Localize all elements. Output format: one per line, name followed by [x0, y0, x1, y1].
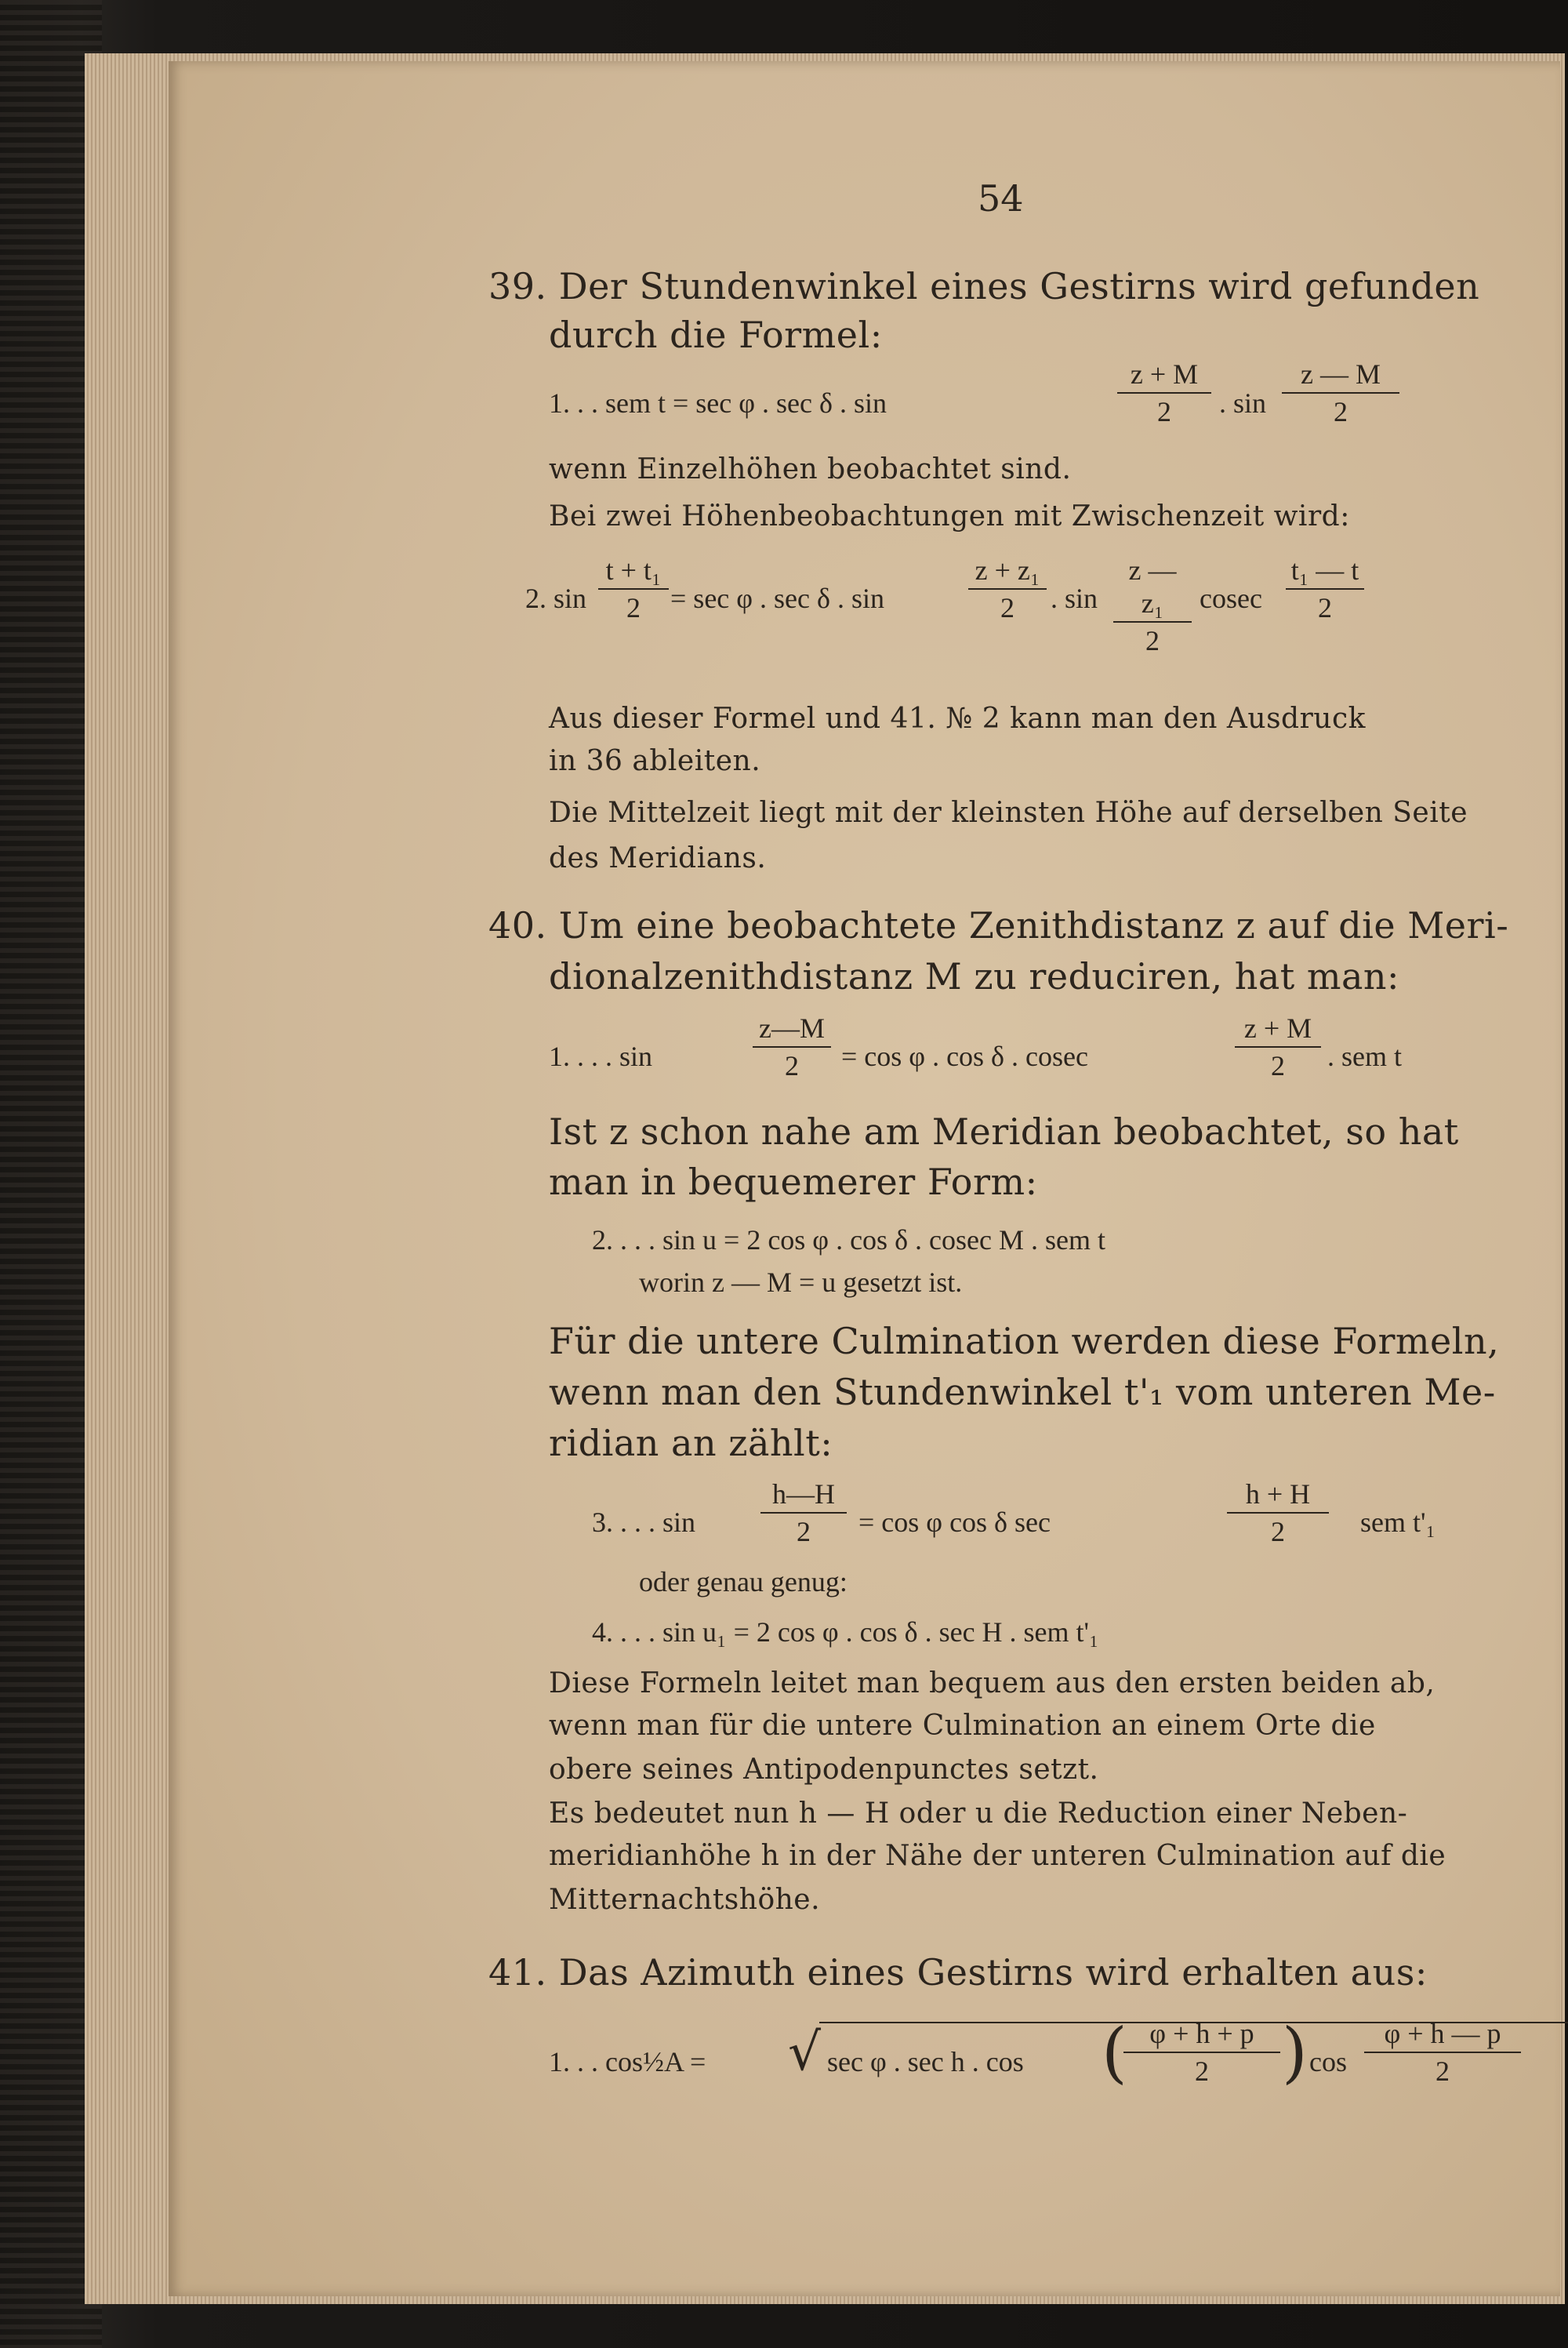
s39-f2-num1: t + t₁ — [605, 554, 662, 586]
s40-formula1-mid: = cos φ . cos δ . cosec — [841, 1041, 1088, 1072]
s41-formula1-frac1 — [1123, 2017, 1280, 2088]
s39-formula1-left: 1. . . sem t = sec φ . sec δ . sin — [549, 387, 887, 419]
s40-formula3-label: 3. . . . sin — [592, 1507, 696, 1538]
s39-formula2-frac1 — [598, 554, 669, 624]
s41-f1-num1: φ + h + p — [1149, 2018, 1254, 2049]
s40-f1-den2: 2 — [1235, 1046, 1321, 1082]
s40-para3-line6: Mitternachtshöhe. — [549, 1884, 821, 1916]
s41-f1-den1: 2 — [1123, 2052, 1280, 2088]
s40-formula2-note: worin z — M = u gesetzt ist. — [639, 1267, 963, 1298]
s40-para1-line1: Ist z schon nahe am Meridian beobachtet, so hat — [549, 1110, 1459, 1153]
section-39-heading-line1: 39. Der Stundenwinkel eines Gestirns wird gefunden — [488, 265, 1480, 307]
page-number: 54 — [978, 177, 1024, 220]
s39-formula2-frac2 — [968, 554, 1047, 624]
s41-f1-num2: φ + h — p — [1384, 2018, 1501, 2049]
s40-formula3-frac1 — [760, 1477, 847, 1548]
s41-f1-den2: 2 — [1364, 2052, 1521, 2088]
s39-note2: Bei zwei Höhenbeobachtungen mit Zwischenzeit wird: — [549, 500, 1350, 532]
s40-formula1-frac2 — [1235, 1012, 1321, 1082]
s40-para3-line1: Diese Formeln leitet man bequem aus den ersten beiden ab, — [549, 1667, 1436, 1699]
s40-para3-line5: meridianhöhe h in der Nähe der unteren Culmination auf die — [549, 1840, 1446, 1872]
s39-f1-den2: 2 — [1282, 392, 1399, 428]
s41-radical-sign: √ — [788, 2022, 822, 2082]
section-40-heading-line2: dionalzenithdistanz M zu reduciren, hat man: — [549, 955, 1400, 998]
s40-para2-line1: Für die untere Culmination werden diese Formeln, — [549, 1320, 1500, 1362]
s39-f2-den3: 2 — [1113, 621, 1192, 657]
s39-formula2-label: 2. sin — [525, 583, 587, 614]
s40-formula3-end: sem t'₁ — [1360, 1507, 1436, 1538]
s39-f1-den1: 2 — [1117, 392, 1211, 428]
s40-para1-line2: man in bequemerer Form: — [549, 1161, 1038, 1203]
s39-formula1-mid: . sin — [1219, 387, 1267, 419]
s41-close-paren: ) — [1282, 2014, 1308, 2091]
s39-f2-num3: z — z₁ — [1128, 554, 1177, 619]
section-40-heading-line1: 40. Um eine beobachtete Zenithdistanz z auf die Meri- — [488, 904, 1509, 947]
s39-formula1-frac2 — [1282, 358, 1399, 428]
s39-f2-num2: z + z₁ — [975, 554, 1040, 586]
s39-note1: wenn Einzelhöhen beobachtet sind. — [549, 453, 1072, 485]
book-page — [169, 61, 1560, 2296]
section-39-heading-line2: durch die Formel: — [549, 314, 883, 356]
s40-para2-line3: ridian an zählt: — [549, 1422, 833, 1464]
s40-formula1-label: 1. . . . sin — [549, 1041, 653, 1072]
s40-f3-den2: 2 — [1227, 1512, 1329, 1548]
s39-para2-line1: Die Mittelzeit liegt mit der kleinsten Höhe auf derselben Seite — [549, 797, 1468, 829]
s39-formula2-frac3 — [1113, 554, 1192, 657]
s39-f2-num4: t₁ — t — [1290, 554, 1359, 586]
s40-f1-den1: 2 — [753, 1046, 831, 1082]
s40-formula3-mid: = cos φ cos δ sec — [858, 1507, 1051, 1538]
s39-para1-line2: in 36 ableiten. — [549, 745, 761, 777]
s40-f1-num2: z + M — [1243, 1012, 1312, 1044]
s40-para3-line2: wenn man für die untere Culmination an einem Orte die — [549, 1710, 1376, 1742]
s40-formula4: 4. . . . sin u₁ = 2 cos φ . cos δ . sec H . sem t'₁ — [592, 1616, 1099, 1648]
s40-para3-line4: Es bedeutet nun h — H oder u die Reduction einer Neben- — [549, 1797, 1408, 1830]
s41-formula1-frac2 — [1364, 2017, 1521, 2088]
s40-formula3-frac2 — [1227, 1477, 1329, 1548]
s39-para2-line2: des Meridians. — [549, 842, 767, 874]
s40-f1-num1: z—M — [759, 1012, 825, 1044]
s39-para1-line1: Aus dieser Formel und 41. № 2 kann man den Ausdruck — [549, 703, 1366, 735]
s40-formula1-frac1 — [753, 1012, 831, 1082]
s39-formula2-mid1: = sec φ . sec δ . sin — [670, 583, 884, 614]
s41-open-paren: ( — [1102, 2014, 1127, 2091]
s40-f3-den1: 2 — [760, 1512, 847, 1548]
s40-f3-num2: h + H — [1245, 1478, 1311, 1510]
s39-f2-den1: 2 — [598, 588, 669, 624]
s41-formula1-label: 1. . . cos½A = — [549, 2046, 706, 2077]
s40-f3-num1: h—H — [772, 1478, 835, 1510]
s39-f2-den4: 2 — [1286, 588, 1364, 624]
s41-formula1-cos: cos — [1309, 2046, 1347, 2077]
s40-para2-line2: wenn man den Stundenwinkel t'₁ vom unteren Me- — [549, 1371, 1496, 1413]
s40-formula2: 2. . . . sin u = 2 cos φ . cos δ . cosec M . sem t — [592, 1224, 1105, 1256]
s39-f2-den2: 2 — [968, 588, 1047, 624]
s40-para3-line3: obere seines Antipodenpunctes setzt. — [549, 1754, 1099, 1786]
s39-formula2-mid2: . sin — [1051, 583, 1098, 614]
s39-formula2-mid3: cosec — [1200, 583, 1262, 614]
s41-formula1-mid: sec φ . sec h . cos — [827, 2046, 1024, 2077]
s39-f1-num1: z + M — [1130, 358, 1199, 390]
s39-formula2-frac4 — [1286, 554, 1364, 624]
s39-f1-num2: z — M — [1301, 358, 1381, 390]
s40-formula3-note: oder genau genug: — [639, 1566, 848, 1597]
section-41-heading: 41. Das Azimuth eines Gestirns wird erhalten aus: — [488, 1951, 1428, 1994]
s39-formula1-frac1 — [1117, 358, 1211, 428]
s40-formula1-end: . sem t — [1327, 1041, 1402, 1072]
